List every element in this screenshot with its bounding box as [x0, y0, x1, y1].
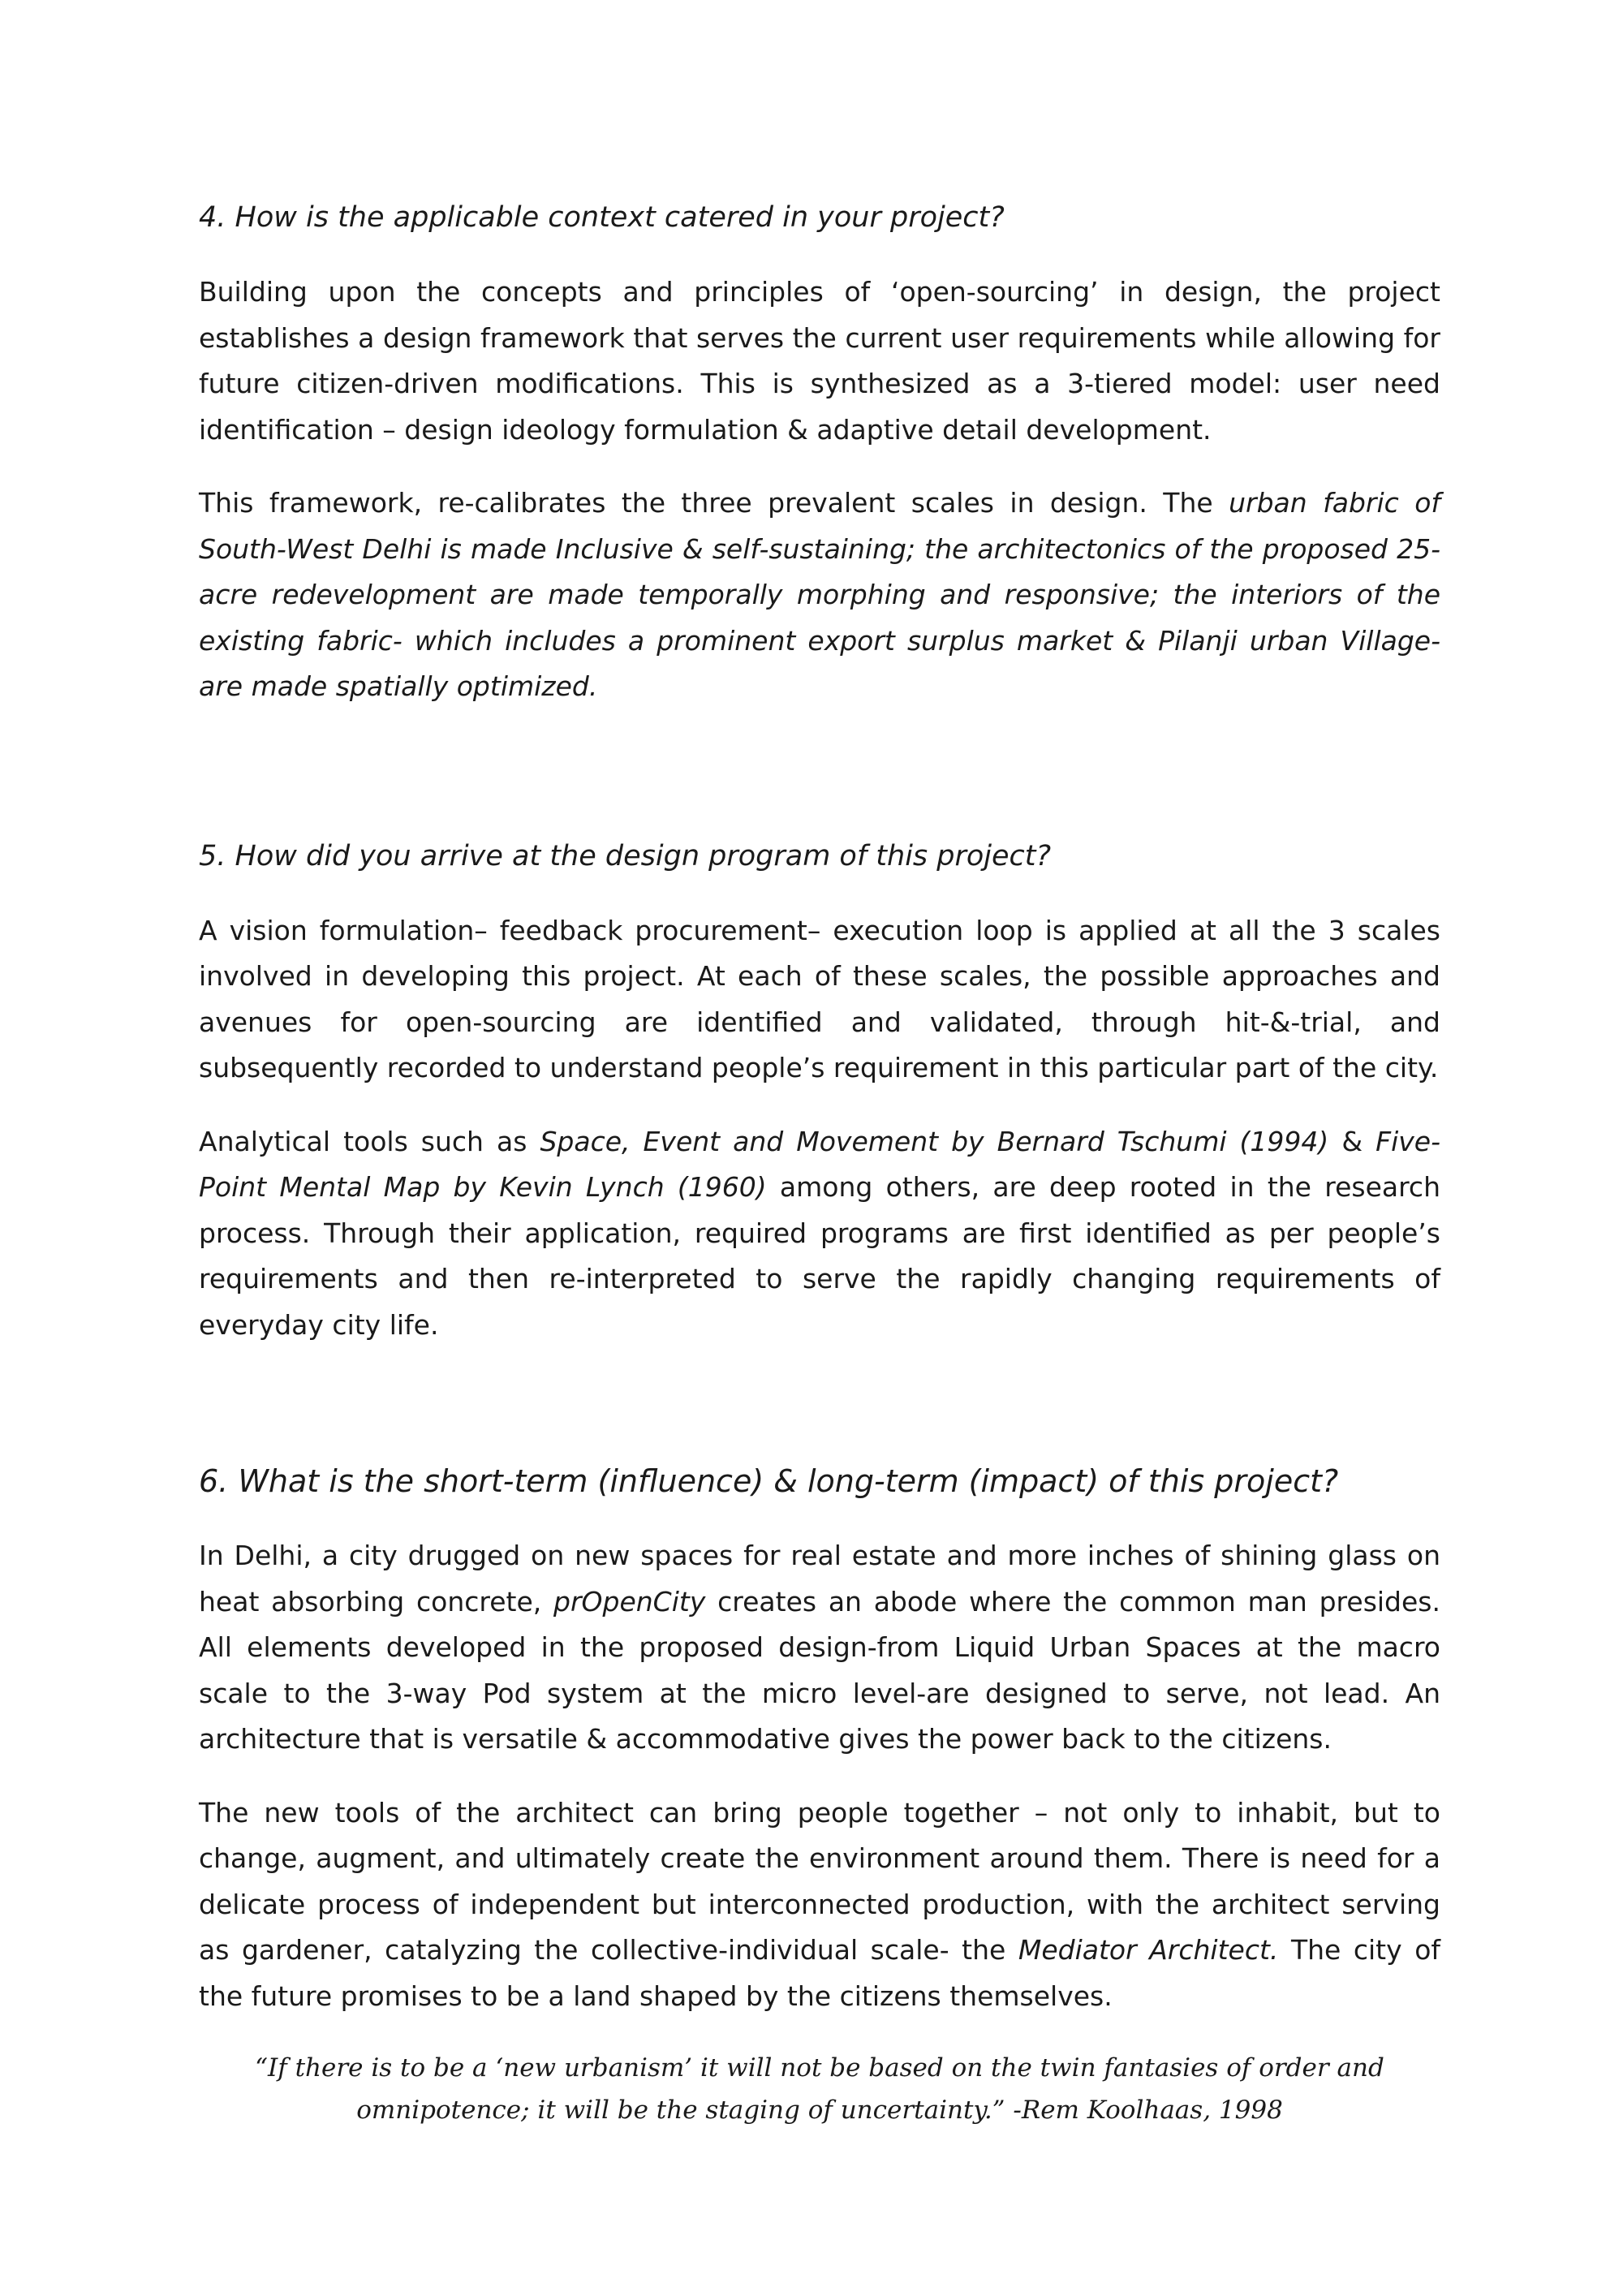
section-spacer: [199, 738, 1440, 834]
section-6-paragraph-1-text-end: creates an abode where the common man presides. All elements developed in the proposed design-from Liquid Urban Spaces at the macro scale to the 3-way Pod system at the micro level-are designed to serve, not lead. An architecture that is versatile & accommodative gives the power back to the citizens.: [199, 1585, 1440, 1755]
section-5-paragraph-2-text-end: among others, are deep rooted in the research process. Through their application, required programs are first identified as per people’s requirements and then re-interpreted to serve the rapidly changing requirements of everyday city life.: [199, 1171, 1440, 1341]
section-5-paragraph-1-text: A vision formulation– feedback procurement– execution loop is applied at all the 3 scales involved in developing this project. At each of these scales, the possible approaches and avenues for open-sourcing are identified and validated, through hit-&-trial, and subsequently recorded to understand people’s requirement in this particular part of the city.: [199, 914, 1440, 1083]
section-6-paragraph-2-text-end: The city of the future promises to be a land shaped by the citizens themselves.: [199, 1934, 1441, 2012]
section-5-paragraph-1: [199, 908, 1440, 1092]
section-5-paragraph-2-italic-1: Space, Event and Movement by Bernard Tschumi (1994): [540, 1125, 1329, 1157]
section-6-paragraph-2-italic: Mediator Architect.: [1018, 1934, 1279, 1966]
question-5-heading: 5. How did you arrive at the design program of this project?: [199, 839, 1052, 872]
section-4-paragraph-1-text: Building upon the concepts and principles of ‘open-sourcing’ in design, the project establishes a design framework that serves the current user requirements while allowing for future citizen-driven modifications. This is synthesized as a 3-tiered model: user need identification – design ideology formulation & adaptive detail development.: [199, 276, 1440, 446]
section-4-paragraph-2-italic: urban fabric of South-West Delhi is made Inclusive & self-sustaining; the architectonics of the proposed 25-acre redevelopment are made temporally morphing and responsive; the interiors of the existing fabric- which includes a prominent export surplus market & Pilanji urban Village- are made spatially optimized.: [199, 487, 1441, 702]
section-6-paragraph-1-italic: prOpenCity: [553, 1585, 706, 1618]
section-5-paragraph-2: [199, 1119, 1440, 1349]
section-4-paragraph-1: [199, 269, 1440, 453]
koolhaas-quote: “If there is to be a ‘new urbanism’ it will not be based on the twin fantasies of order and omnipotence; it will be the staging of uncertainty.” -Rem Koolhaas, 1998: [255, 2053, 1384, 2125]
section-5-paragraph-2-italic-2: Five-Point Mental Map by Kevin Lynch (1960): [199, 1125, 1440, 1203]
section-6-paragraph-2-text-start: The new tools of the architect can bring people together – not only to inhabit, but to change, augment, and ultimately create the environment around them. There is need for a delicate process of independent but interconnected production, with the architect serving as gardener, catalyzing the collective-individual scale- the: [199, 1796, 1440, 1966]
section-4-paragraph-2-text: This framework, re-calibrates the three prevalent scales in design. The: [199, 487, 1229, 519]
question-4-heading: 4. How is the applicable context catered in your project?: [199, 201, 1005, 234]
section-5-paragraph-2-text-mid: &: [1328, 1125, 1376, 1157]
section-5-paragraph-2-text-start: Analytical tools such as: [199, 1125, 540, 1157]
section-4-paragraph-2: [199, 480, 1440, 710]
document-page: [199, 195, 1440, 2131]
section-6-paragraph-1: [199, 1533, 1440, 1763]
section-6-paragraph-2: [199, 1790, 1440, 2020]
question-6-heading: 6. What is the short-term (influence) & long-term (impact) of this project?: [199, 1463, 1339, 1499]
section-spacer: [199, 1376, 1440, 1458]
section-6-paragraph-1-text-start: In Delhi, a city drugged on new spaces for real estate and more inches of shining glass on heat absorbing concrete,: [199, 1540, 1440, 1618]
